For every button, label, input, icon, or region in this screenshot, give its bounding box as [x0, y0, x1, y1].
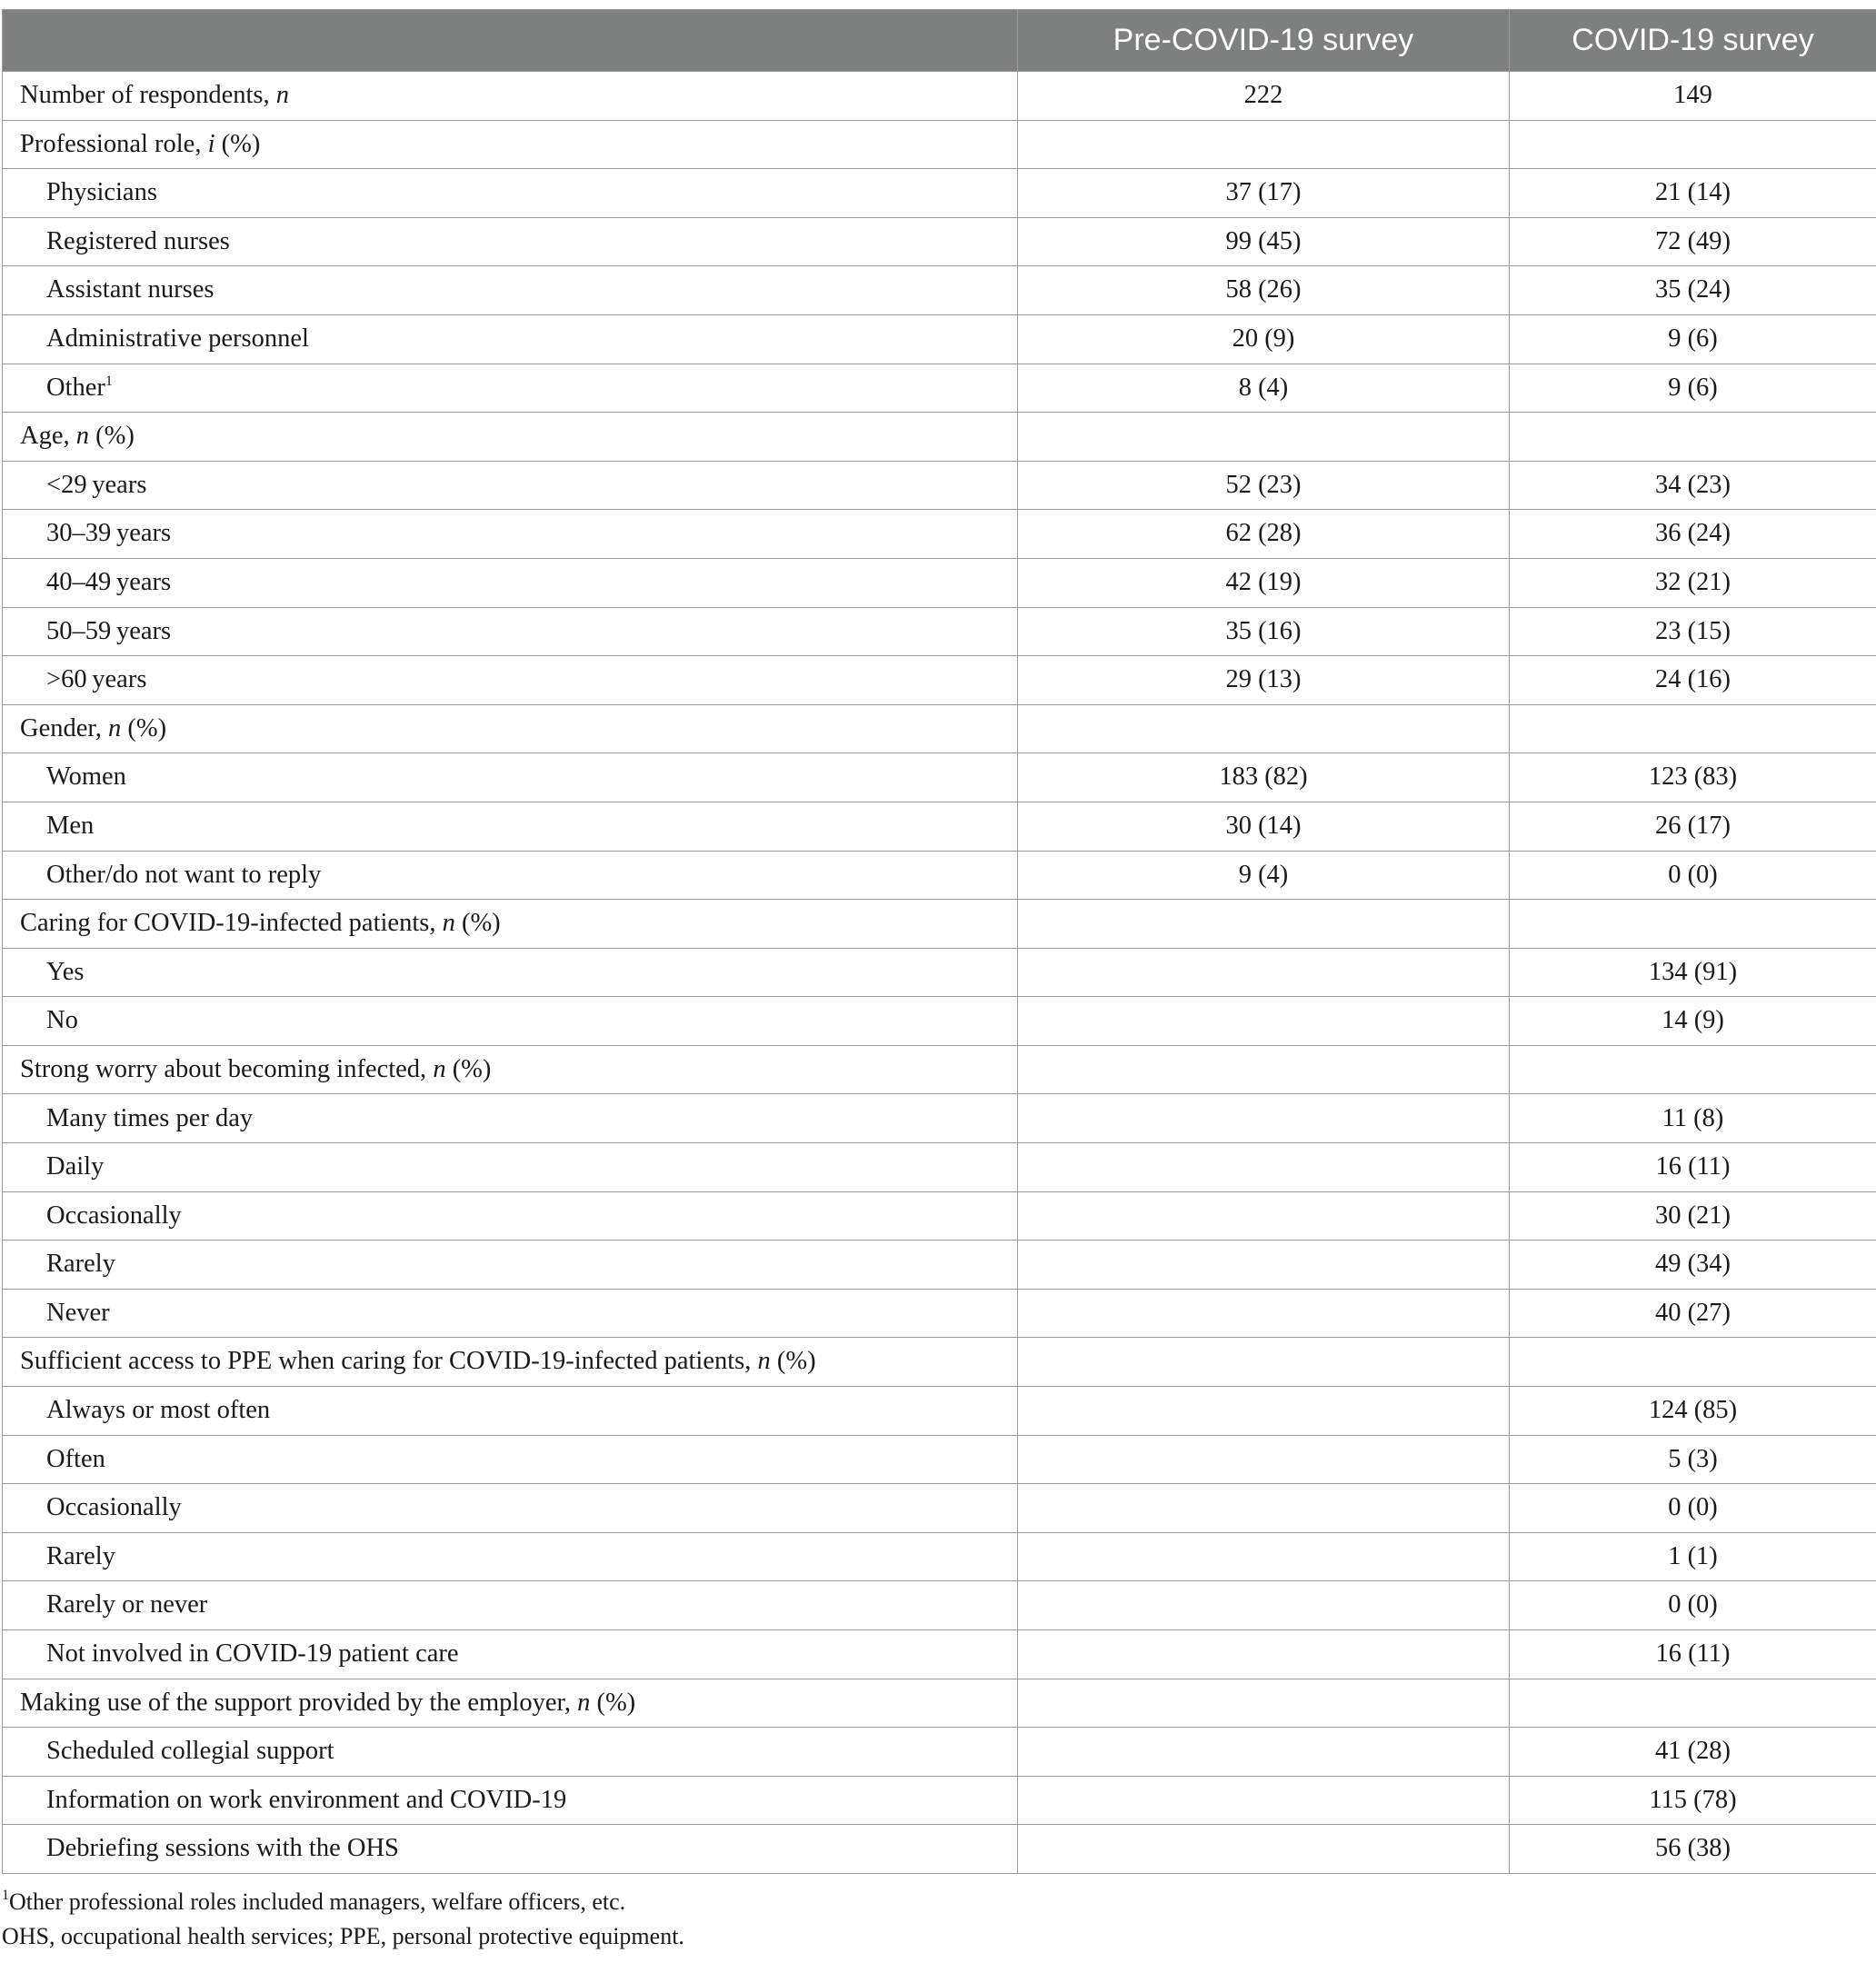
table-row [3, 1825, 1876, 1874]
row-label-text: Age, [20, 422, 76, 451]
pre-covid-value [1018, 1630, 1510, 1679]
covid-value [1510, 120, 1876, 169]
section-row [3, 413, 1876, 462]
pre-covid-value: 58 (26) [1018, 266, 1510, 315]
covid-value: 35 (24) [1510, 266, 1876, 315]
row-label-text: Number of respondents, [20, 81, 276, 110]
covid-value: 30 (21) [1510, 1191, 1876, 1241]
footnote-1-text: Other professional roles included managers, welfare officers, etc. [9, 1888, 626, 1915]
table-row [3, 1435, 1876, 1484]
row-label-text: Assistant nurses [46, 275, 215, 304]
pre-covid-value [1018, 1728, 1510, 1777]
row-label-text: Men [46, 811, 95, 840]
row-label [3, 1241, 1018, 1290]
pre-covid-value: 183 (82) [1018, 753, 1510, 802]
row-label [3, 266, 1018, 315]
row-label-tail: (%) [121, 713, 167, 742]
pre-covid-value [1018, 948, 1510, 997]
row-label-italic: n [442, 909, 455, 938]
row-label-text: Professional role, [20, 129, 208, 158]
header-cell-covid: COVID-19 survey [1510, 10, 1876, 72]
row-label-text: Registered nurses [46, 226, 230, 255]
footnote-1 [2, 1885, 1876, 1919]
covid-value [1510, 1679, 1876, 1728]
row-label [3, 510, 1018, 559]
covid-value: 9 (6) [1510, 314, 1876, 364]
pre-covid-value [1018, 1094, 1510, 1143]
covid-value: 5 (3) [1510, 1435, 1876, 1484]
row-label [3, 1387, 1018, 1436]
table-row [3, 1191, 1876, 1241]
table-row [3, 217, 1876, 266]
pre-covid-value [1018, 1532, 1510, 1581]
row-label [3, 948, 1018, 997]
row-label-text: Occasionally [46, 1201, 182, 1230]
covid-value: 9 (6) [1510, 364, 1876, 413]
row-label [3, 169, 1018, 218]
covid-value: 16 (11) [1510, 1143, 1876, 1192]
covid-value: 11 (8) [1510, 1094, 1876, 1143]
table-row [3, 997, 1876, 1046]
row-label [3, 1094, 1018, 1143]
pre-covid-value: 99 (45) [1018, 217, 1510, 266]
section-row [3, 120, 1876, 169]
table-row [3, 1143, 1876, 1192]
row-label-tail: (%) [445, 1054, 492, 1083]
row-label-italic: n [107, 713, 122, 742]
pre-covid-value [1018, 1581, 1510, 1630]
row-label-italic: i [207, 129, 215, 158]
covid-value: 56 (38) [1510, 1825, 1876, 1874]
pre-covid-value [1018, 1289, 1510, 1338]
pre-covid-value [1018, 997, 1510, 1046]
row-label [3, 1191, 1018, 1241]
row-label [3, 1728, 1018, 1777]
row-label [3, 1825, 1018, 1874]
pre-covid-value: 9 (4) [1018, 851, 1510, 900]
pre-covid-value [1018, 1679, 1510, 1728]
table-row [3, 1094, 1876, 1143]
pre-covid-value [1018, 1241, 1510, 1290]
row-label-text: Not involved in COVID-19 patient care [46, 1639, 459, 1669]
table-row [3, 558, 1876, 607]
row-label-text: Other [46, 373, 105, 402]
section-row [3, 900, 1876, 949]
row-label-italic: n [433, 1054, 446, 1083]
row-label-text: Yes [46, 957, 85, 986]
section-row [3, 1045, 1876, 1094]
pre-covid-value: 37 (17) [1018, 169, 1510, 218]
covid-value: 21 (14) [1510, 169, 1876, 218]
header-row [3, 10, 1876, 72]
row-label-text: Administrative personnel [46, 324, 309, 354]
row-label [3, 558, 1018, 607]
row-label-italic: n [577, 1688, 591, 1717]
pre-covid-value [1018, 1338, 1510, 1387]
row-label-text: Making use of the support provided by the employer, [20, 1688, 578, 1717]
section-row [3, 704, 1876, 753]
covid-value: 124 (85) [1510, 1387, 1876, 1436]
row-label-tail: (%) [770, 1347, 816, 1376]
row-label-text: Many times per day [46, 1103, 254, 1132]
pre-covid-value [1018, 900, 1510, 949]
row-label-text: Rarely [46, 1250, 115, 1279]
header-cell-pre-covid: Pre-COVID-19 survey [1018, 10, 1510, 72]
row-label [3, 1289, 1018, 1338]
section-label [3, 413, 1018, 462]
row-label [3, 802, 1018, 851]
covid-value: 14 (9) [1510, 997, 1876, 1046]
row-label [3, 753, 1018, 802]
table-row [3, 1630, 1876, 1679]
pre-covid-value [1018, 413, 1510, 462]
row-label-text: Daily [46, 1152, 105, 1181]
pre-covid-value [1018, 1045, 1510, 1094]
table-row [3, 753, 1876, 802]
covid-value: 36 (24) [1510, 510, 1876, 559]
covid-value: 40 (27) [1510, 1289, 1876, 1338]
covid-value: 0 (0) [1510, 851, 1876, 900]
table-row [3, 948, 1876, 997]
row-label [3, 997, 1018, 1046]
row-label-text: Always or most often [46, 1396, 271, 1425]
table-row [3, 314, 1876, 364]
row-label-text: Caring for COVID-19-infected patients, [20, 909, 443, 938]
pre-covid-value: 29 (13) [1018, 656, 1510, 705]
table-row [3, 1581, 1876, 1630]
pre-covid-value [1018, 1143, 1510, 1192]
row-label-italic: n [75, 422, 89, 451]
footnote-marker: 1 [105, 373, 113, 389]
table-row [3, 1484, 1876, 1533]
row-label-text: >60 years [46, 665, 147, 694]
section-row [3, 1338, 1876, 1387]
row-label-text: Other/do not want to reply [46, 860, 322, 889]
covid-value: 32 (21) [1510, 558, 1876, 607]
row-label-text: Never [46, 1298, 110, 1327]
row-label-text: 30–39 years [46, 519, 172, 548]
pre-covid-value [1018, 1776, 1510, 1825]
row-label [3, 607, 1018, 656]
pre-covid-value [1018, 1484, 1510, 1533]
row-label-text: Occasionally [46, 1493, 182, 1522]
section-label [3, 72, 1018, 121]
row-label-text: Gender, [20, 713, 108, 742]
pre-covid-value: 52 (23) [1018, 461, 1510, 510]
table-row [3, 1728, 1876, 1777]
row-label [3, 364, 1018, 413]
pre-covid-value [1018, 1387, 1510, 1436]
table-body [3, 72, 1876, 1874]
pre-covid-value: 30 (14) [1018, 802, 1510, 851]
covid-value: 123 (83) [1510, 753, 1876, 802]
table-row [3, 169, 1876, 218]
section-label [3, 704, 1018, 753]
covid-value: 23 (15) [1510, 607, 1876, 656]
covid-value: 16 (11) [1510, 1630, 1876, 1679]
covid-value: 0 (0) [1510, 1484, 1876, 1533]
row-label-italic: n [275, 81, 290, 110]
row-label [3, 1143, 1018, 1192]
pre-covid-value [1018, 1825, 1510, 1874]
covid-value: 1 (1) [1510, 1532, 1876, 1581]
covid-value [1510, 704, 1876, 753]
row-label-tail: (%) [590, 1688, 636, 1717]
row-label-text: 40–49 years [46, 567, 172, 596]
row-label [3, 851, 1018, 900]
pre-covid-value [1018, 1435, 1510, 1484]
pre-covid-value: 20 (9) [1018, 314, 1510, 364]
covid-value: 49 (34) [1510, 1241, 1876, 1290]
row-label [3, 314, 1018, 364]
row-label [3, 217, 1018, 266]
row-label-tail: (%) [454, 909, 501, 938]
table-row [3, 1241, 1876, 1290]
respondent-characteristics-table [2, 9, 1876, 1874]
covid-value: 72 (49) [1510, 217, 1876, 266]
covid-value: 115 (78) [1510, 1776, 1876, 1825]
section-label [3, 900, 1018, 949]
covid-value [1510, 1338, 1876, 1387]
row-label [3, 1532, 1018, 1581]
footnote-1-marker: 1 [2, 1887, 9, 1903]
row-label-text: Physicians [46, 178, 157, 207]
pre-covid-value: 8 (4) [1018, 364, 1510, 413]
row-label-tail: (%) [215, 129, 261, 158]
covid-value [1510, 900, 1876, 949]
covid-value [1510, 1045, 1876, 1094]
row-label [3, 1581, 1018, 1630]
row-label-text: Scheduled collegial support [46, 1737, 334, 1766]
pre-covid-value: 222 [1018, 72, 1510, 121]
row-label-text: Rarely [46, 1541, 115, 1570]
covid-value: 41 (28) [1510, 1728, 1876, 1777]
table-container [2, 9, 1876, 1954]
pre-covid-value: 62 (28) [1018, 510, 1510, 559]
covid-value: 0 (0) [1510, 1581, 1876, 1630]
row-label-text: Sufficient access to PPE when caring for COVID-19-infected patients, [20, 1347, 758, 1376]
table-row [3, 607, 1876, 656]
section-label [3, 1338, 1018, 1387]
table-row [3, 1387, 1876, 1436]
table-row [3, 510, 1876, 559]
covid-value: 24 (16) [1510, 656, 1876, 705]
table-row [3, 461, 1876, 510]
footnote-2: OHS, occupational health services; PPE, personal protective equipment. [2, 1922, 684, 1949]
covid-value: 26 (17) [1510, 802, 1876, 851]
row-label-text: Women [46, 762, 126, 792]
row-label-text: No [46, 1006, 78, 1035]
row-label [3, 1776, 1018, 1825]
covid-value: 134 (91) [1510, 948, 1876, 997]
row-label [3, 1435, 1018, 1484]
header-cell-label [3, 10, 1018, 72]
table-row [3, 266, 1876, 315]
table-row [3, 851, 1876, 900]
table-row [3, 656, 1876, 705]
row-label-italic: n [757, 1347, 771, 1376]
row-label-text: Strong worry about becoming infected, [20, 1054, 434, 1083]
section-row [3, 1679, 1876, 1728]
covid-value [1510, 413, 1876, 462]
row-label-text: Debriefing sessions with the OHS [46, 1834, 399, 1863]
pre-covid-value: 35 (16) [1018, 607, 1510, 656]
covid-value: 149 [1510, 72, 1876, 121]
row-label [3, 461, 1018, 510]
section-row [3, 72, 1876, 121]
row-label-text: Rarely or never [46, 1590, 208, 1619]
pre-covid-value: 42 (19) [1018, 558, 1510, 607]
table-row [3, 1532, 1876, 1581]
pre-covid-value [1018, 120, 1510, 169]
table-row [3, 802, 1876, 851]
pre-covid-value [1018, 1191, 1510, 1241]
row-label-text: Information on work environment and COVID-19 [46, 1785, 567, 1814]
row-label [3, 1630, 1018, 1679]
pre-covid-value [1018, 704, 1510, 753]
covid-value: 34 (23) [1510, 461, 1876, 510]
row-label-text: Often [46, 1444, 105, 1473]
table-row [3, 1289, 1876, 1338]
table-row [3, 1776, 1876, 1825]
row-label-tail: (%) [88, 422, 135, 451]
row-label-text: 50–59 years [46, 616, 172, 645]
table-footnotes [2, 1885, 1876, 1954]
section-label [3, 120, 1018, 169]
row-label [3, 1484, 1018, 1533]
row-label [3, 656, 1018, 705]
row-label-text: <29 years [46, 470, 147, 499]
section-label [3, 1045, 1018, 1094]
table-header [3, 10, 1876, 72]
table-row [3, 364, 1876, 413]
section-label [3, 1679, 1018, 1728]
